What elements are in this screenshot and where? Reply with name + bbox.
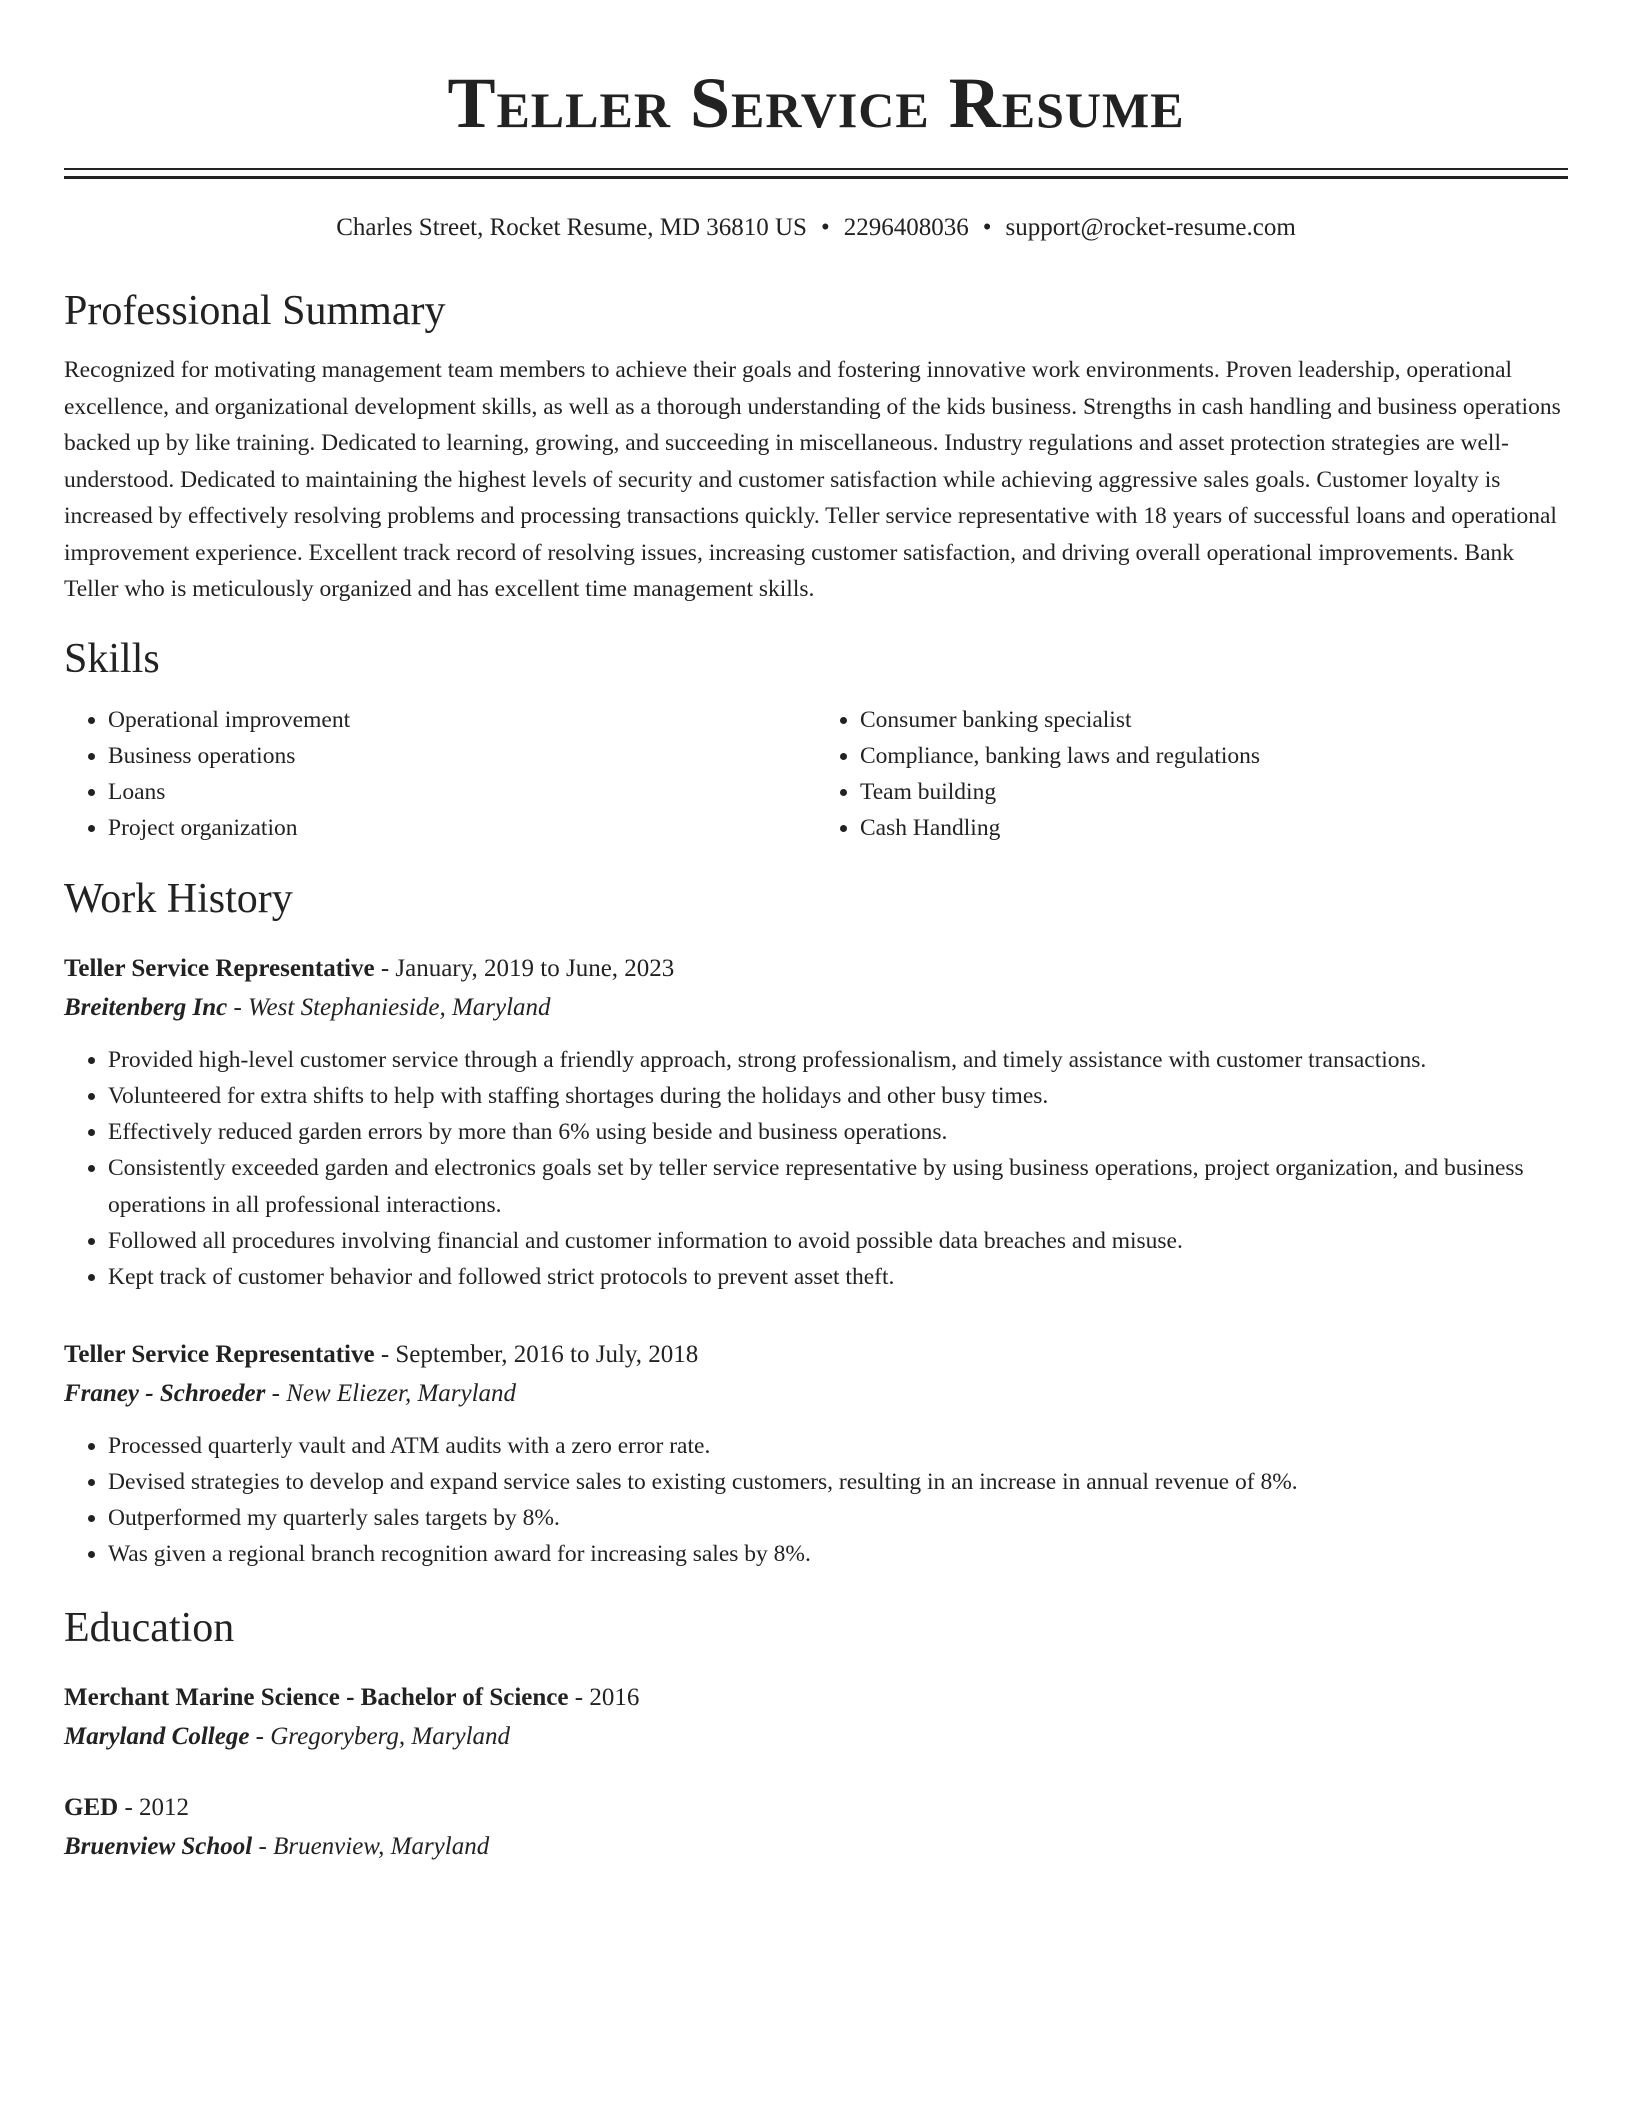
- job-bullet: • Kept track of customer behavior and followed strict protocols to prevent asset theft.: [108, 1259, 1568, 1295]
- job-bullet: • Outperformed my quarterly sales targets by 8%.: [108, 1500, 1568, 1536]
- summary-text: Recognized for motivating management team members to achieve their goals and fostering innovative work environments. Proven leadership, operational excellence, and organizational development skills, as well as a thorough understanding of the kids business. Strengths in cash handling and business operations backed up by like training. Dedicated to learning, growing, and succeeding in miscellaneous. Industry regulations and asset protection strategies are well-understood. Dedicated to maintaining the highest levels of security and customer satisfaction while achieving aggressive sales goals. Customer loyalty is increased by effectively resolving problems and processing transactions quickly. Teller service representative with 18 years of successful loans and operational improvement experience. Excellent track record of resolving issues, increasing customer satisfaction, and driving overall operational improvements. Bank Teller who is meticulously organized and has excellent time management skills.: [64, 357, 1561, 602]
- skill-item: • Consumer banking specialist: [860, 702, 1568, 738]
- education-dash: -: [568, 1683, 590, 1711]
- job-dash: -: [265, 1379, 287, 1407]
- job-dash: -: [374, 1340, 396, 1368]
- title-double-rule: [64, 168, 1568, 179]
- job-bullet: • Volunteered for extra shifts to help with staffing shortages during the holidays and other busy times.: [108, 1078, 1568, 1114]
- education-location: Gregoryberg, Maryland: [270, 1722, 511, 1750]
- job-bullet: • Was given a regional branch recognition award for increasing sales by 8%.: [108, 1536, 1568, 1572]
- summary-heading: Professional Summary: [64, 288, 446, 334]
- job-bullet: • Provided high-level customer service through a friendly approach, strong professionalism, and timely assistance with customer transactions.: [108, 1042, 1568, 1078]
- contact-line: [64, 212, 1568, 244]
- job-bullet: • Devised strategies to develop and expand service sales to existing customers, resulting in an increase in annual revenue of 8%.: [108, 1464, 1568, 1500]
- contact-address: Charles Street, Rocket Resume, MD 36810 US: [336, 214, 807, 241]
- education-dash: -: [252, 1832, 274, 1860]
- skill-item: • Cash Handling: [860, 810, 1568, 846]
- skills-grid: [64, 702, 1568, 846]
- job-entry: [64, 950, 1568, 1296]
- education-degree-line: [64, 1789, 1568, 1827]
- skill-item: • Business operations: [108, 738, 816, 774]
- education-dash: -: [249, 1722, 271, 1750]
- education-school-line: [64, 1827, 1568, 1867]
- job-dates: September, 2016 to July, 2018: [395, 1340, 699, 1368]
- work-history-heading: Work History: [64, 875, 293, 922]
- job-location: West Stephanieside, Maryland: [248, 993, 551, 1021]
- skill-item: • Compliance, banking laws and regulations: [860, 738, 1568, 774]
- job-title-line: [64, 1336, 1568, 1374]
- education-degree: Merchant Marine Science - Bachelor of Science: [64, 1683, 569, 1711]
- education-degree-line: [64, 1679, 1568, 1717]
- job-location: New Eliezer, Maryland: [286, 1379, 517, 1407]
- job-dash: -: [227, 993, 249, 1021]
- education-school: Bruenview School: [64, 1832, 253, 1860]
- job-title: Teller Service Representative: [64, 1340, 375, 1368]
- job-dash: -: [374, 954, 396, 982]
- education-year: 2016: [589, 1683, 640, 1711]
- contact-separator: •: [982, 214, 992, 241]
- job-bullets: [64, 1042, 1568, 1296]
- resume-title: Teller Service Resume: [447, 63, 1185, 143]
- contact-phone: 2296408036: [843, 214, 969, 241]
- education-school: Maryland College: [64, 1722, 250, 1750]
- education-location: Bruenview, Maryland: [273, 1832, 490, 1860]
- skills-column-left: [64, 702, 816, 846]
- job-bullet: • Followed all procedures involving financial and customer information to avoid possible data breaches and misuse.: [108, 1223, 1568, 1259]
- contact-separator: •: [820, 214, 830, 241]
- job-bullet: • Processed quarterly vault and ATM audits with a zero error rate.: [108, 1428, 1568, 1464]
- skill-item: • Project organization: [108, 810, 816, 846]
- education-school-line: [64, 1717, 1568, 1757]
- education-entry: [64, 1679, 1568, 1757]
- job-bullets: [64, 1428, 1568, 1573]
- job-bullet: • Effectively reduced garden errors by more than 6% using beside and business operations.: [108, 1114, 1568, 1150]
- job-dates: January, 2019 to June, 2023: [395, 954, 675, 982]
- job-title: Teller Service Representative: [64, 954, 375, 982]
- skills-heading: Skills: [64, 635, 160, 682]
- skill-item: • Loans: [108, 774, 816, 810]
- education-dash: -: [118, 1793, 140, 1821]
- job-title-line: [64, 950, 1568, 988]
- job-company: Franey - Schroeder: [64, 1379, 266, 1407]
- contact-email: support@rocket-resume.com: [1005, 214, 1296, 241]
- job-company-line: [64, 1374, 1568, 1414]
- education-heading: Education: [64, 1604, 235, 1651]
- education-degree: GED: [64, 1793, 119, 1821]
- education-entry: [64, 1789, 1568, 1867]
- job-entry: [64, 1336, 1568, 1573]
- education-year: 2012: [139, 1793, 190, 1821]
- skill-item: • Operational improvement: [108, 702, 816, 738]
- job-company-line: [64, 988, 1568, 1028]
- skill-item: • Team building: [860, 774, 1568, 810]
- job-company: Breitenberg Inc: [64, 993, 228, 1021]
- skills-column-right: [816, 702, 1568, 846]
- job-bullet: • Consistently exceeded garden and electronics goals set by teller service representative by using business operations, project organization, and business operations in all professional interactions.: [108, 1150, 1568, 1223]
